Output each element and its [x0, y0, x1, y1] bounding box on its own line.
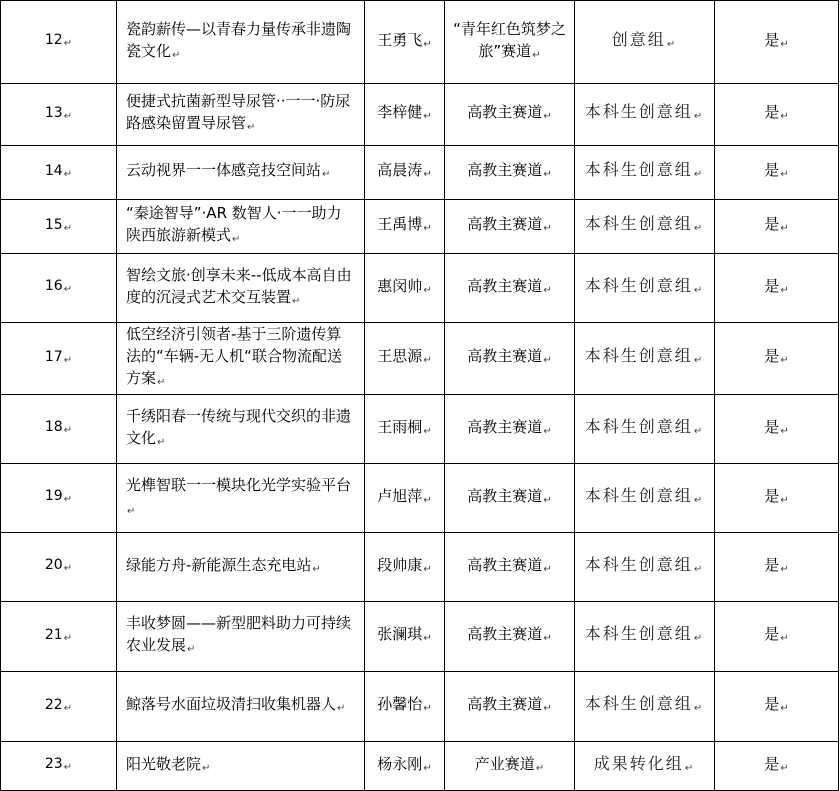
recommended-flag-cell: [715, 84, 839, 146]
paragraph-mark-icon: ↵: [127, 505, 136, 517]
paragraph-mark-icon: ↵: [693, 284, 705, 296]
paragraph-mark-icon: ↵: [693, 169, 705, 180]
project-title: 光榫智联一一模块化光学实验平台: [126, 475, 352, 494]
competition-track-cell: [445, 84, 575, 146]
recommended-flag-cell: [715, 742, 839, 791]
paragraph-mark-icon: ↵: [532, 49, 541, 61]
paragraph-mark-icon: ↵: [172, 49, 181, 61]
paragraph-mark-icon: ↵: [202, 762, 211, 774]
competition-track: 高教主赛道: [467, 215, 543, 233]
paragraph-mark-icon: ↵: [693, 223, 705, 234]
competition-group: 本科生创意组: [584, 694, 693, 713]
table-row: [1, 533, 839, 602]
paragraph-mark-icon: ↵: [423, 425, 432, 437]
paragraph-mark-icon: ↵: [292, 295, 301, 307]
project-leader-cell: [365, 84, 445, 146]
competition-track: 高教主赛道: [467, 103, 543, 121]
competition-group: 本科生创意组: [584, 554, 693, 574]
row-number-cell: [1, 602, 117, 672]
paragraph-mark-icon: ↵: [684, 762, 696, 774]
table-row: [1, 602, 839, 672]
project-title-cell: [117, 602, 365, 672]
paragraph-mark-icon: ↵: [543, 425, 552, 437]
recommended-flag: 是: [764, 754, 780, 773]
project-leader-cell: [365, 1, 445, 84]
paragraph-mark-icon: ↵: [693, 563, 705, 575]
competition-group: 本科生创意组: [584, 160, 693, 179]
project-title-cell: [117, 254, 365, 323]
project-title-cell: [117, 146, 365, 200]
project-leader: 卢旭萍: [377, 486, 423, 505]
paragraph-mark-icon: ↵: [543, 223, 552, 234]
recommended-flag: 是: [764, 486, 780, 505]
paragraph-mark-icon: ↵: [535, 762, 545, 774]
paragraph-mark-icon: ↵: [157, 377, 166, 388]
project-leader: 张澜琪: [377, 625, 423, 643]
recommended-flag: 是: [764, 276, 780, 295]
competition-track: 高教主赛道: [467, 417, 543, 436]
competition-track-cell: [445, 146, 575, 200]
project-leader-cell: [365, 146, 445, 200]
competition-track: 高教主赛道: [467, 347, 543, 365]
paragraph-mark-icon: ↵: [543, 633, 552, 644]
project-title-cell: [117, 200, 365, 254]
recommended-flag-cell: [715, 323, 839, 395]
paragraph-mark-icon: ↵: [63, 168, 73, 180]
recommended-flag-cell: [715, 395, 839, 464]
recommended-flag-cell: [715, 200, 839, 254]
row-number-cell: [1, 533, 117, 602]
paragraph-mark-icon: ↵: [423, 355, 432, 366]
row-number-cell: [1, 464, 117, 533]
paragraph-mark-icon: ↵: [423, 703, 432, 714]
project-leader: 杨永刚: [377, 754, 423, 773]
competition-group: 本科生创意组: [584, 416, 693, 436]
project-title: “秦途智导”·AR 数智人·一一助力陕西旅游新模式: [126, 204, 342, 244]
project-leader: 王雨桐: [377, 417, 423, 436]
competition-group: 本科生创意组: [584, 485, 693, 505]
paragraph-mark-icon: ↵: [693, 111, 705, 122]
paragraph-mark-icon: ↵: [63, 563, 73, 574]
project-leader-cell: [365, 533, 445, 602]
competition-track-cell: [445, 464, 575, 533]
competition-track-cell: [445, 254, 575, 323]
paragraph-mark-icon: ↵: [780, 703, 789, 714]
paragraph-mark-icon: ↵: [423, 633, 432, 644]
competition-group-cell: [575, 1, 715, 84]
competition-group-cell: [575, 602, 715, 672]
recommended-flag-cell: [715, 146, 839, 200]
project-leader: 王勇飞: [377, 30, 423, 49]
paragraph-mark-icon: ↵: [543, 563, 552, 575]
paragraph-mark-icon: ↵: [543, 494, 552, 506]
table-row: [1, 1, 839, 84]
row-number-cell: [1, 672, 117, 742]
project-leader-cell: [365, 602, 445, 672]
project-leader: 段帅康: [377, 555, 423, 574]
paragraph-mark-icon: ↵: [423, 38, 432, 50]
row-number: 20: [44, 557, 63, 573]
competition-track-cell: [445, 742, 575, 791]
paragraph-mark-icon: ↵: [780, 355, 789, 366]
table-row: [1, 742, 839, 791]
paragraph-mark-icon: ↵: [543, 284, 552, 296]
competition-group: 本科生创意组: [584, 624, 693, 643]
table-row: [1, 254, 839, 323]
table-row: [1, 323, 839, 395]
paragraph-mark-icon: ↵: [157, 436, 166, 448]
paragraph-mark-icon: ↵: [693, 494, 705, 506]
paragraph-mark-icon: ↵: [780, 762, 789, 774]
project-title-cell: [117, 84, 365, 146]
project-table-body: [1, 1, 839, 791]
project-title: 智绘文旅·创享未来--低成本高自由度的沉浸式艺术交互装置: [126, 265, 352, 306]
paragraph-mark-icon: ↵: [187, 644, 196, 655]
competition-group-cell: [575, 254, 715, 323]
competition-group: 本科生创意组: [584, 214, 693, 233]
paragraph-mark-icon: ↵: [423, 762, 432, 774]
paragraph-mark-icon: ↵: [63, 494, 73, 505]
project-leader: 王思源: [377, 347, 423, 365]
competition-group: 本科生创意组: [584, 346, 693, 365]
row-number: 16: [44, 278, 63, 294]
row-number: 13: [44, 104, 63, 121]
project-title-cell: [117, 1, 365, 84]
competition-group-cell: [575, 200, 715, 254]
paragraph-mark-icon: ↵: [63, 284, 73, 295]
competition-group-cell: [575, 84, 715, 146]
recommended-flag-cell: [715, 1, 839, 84]
table-row: [1, 672, 839, 742]
paragraph-mark-icon: ↵: [780, 223, 789, 234]
project-leader-cell: [365, 200, 445, 254]
competition-track: 高教主赛道: [467, 276, 543, 295]
competition-group-cell: [575, 395, 715, 464]
project-leader-cell: [365, 323, 445, 395]
row-number: 17: [44, 348, 63, 365]
competition-group: 本科生创意组: [584, 275, 693, 295]
competition-group-cell: [575, 533, 715, 602]
recommended-flag: 是: [764, 215, 780, 233]
row-number: 12: [44, 32, 63, 48]
recommended-flag-cell: [715, 602, 839, 672]
competition-track: 高教主赛道: [467, 486, 543, 505]
paragraph-mark-icon: ↵: [780, 111, 789, 122]
paragraph-mark-icon: ↵: [423, 494, 432, 506]
recommended-flag: 是: [764, 555, 780, 574]
competition-track-cell: [445, 672, 575, 742]
paragraph-mark-icon: ↵: [63, 762, 73, 773]
paragraph-mark-icon: ↵: [63, 222, 73, 234]
paragraph-mark-icon: ↵: [423, 169, 432, 180]
project-leader-cell: [365, 254, 445, 323]
project-title-cell: [117, 323, 365, 395]
competition-track-cell: [445, 200, 575, 254]
paragraph-mark-icon: ↵: [63, 354, 73, 366]
paragraph-mark-icon: ↵: [63, 110, 73, 122]
project-leader: 李梓健: [377, 103, 423, 121]
table-row: [1, 464, 839, 533]
project-title-cell: [117, 395, 365, 464]
project-title: 鲸落号水面垃圾清扫收集机器人: [126, 695, 337, 713]
competition-track: 高教主赛道: [467, 161, 543, 179]
table-row: [1, 200, 839, 254]
paragraph-mark-icon: ↵: [780, 425, 789, 437]
paragraph-mark-icon: ↵: [693, 703, 705, 714]
row-number: 15: [44, 216, 63, 233]
competition-group-cell: [575, 742, 715, 791]
paragraph-mark-icon: ↵: [63, 702, 73, 714]
competition-track: “青年红色筑梦之旅”赛道: [453, 19, 566, 60]
paragraph-mark-icon: ↵: [63, 38, 73, 49]
project-leader-cell: [365, 742, 445, 791]
project-title: 阳光敬老院: [126, 754, 202, 773]
row-number-cell: [1, 742, 117, 791]
row-number: 23: [44, 756, 63, 772]
paragraph-mark-icon: ↵: [423, 111, 432, 122]
project-title: 绿能方舟-新能源生态充电站: [126, 555, 312, 574]
project-title: 云动视界一一体感竞技空间站: [126, 161, 322, 179]
row-number: 14: [44, 162, 63, 179]
project-title-cell: [117, 464, 365, 533]
recommended-flag: 是: [764, 625, 780, 643]
competition-group-cell: [575, 672, 715, 742]
paragraph-mark-icon: ↵: [423, 563, 432, 575]
recommended-flag: 是: [764, 103, 780, 121]
row-number-cell: [1, 323, 117, 395]
project-leader-cell: [365, 672, 445, 742]
row-number-cell: [1, 254, 117, 323]
paragraph-mark-icon: ↵: [693, 355, 705, 366]
paragraph-mark-icon: ↵: [63, 632, 73, 644]
row-number: 19: [44, 488, 63, 504]
recommended-flag: 是: [764, 30, 780, 49]
recommended-flag: 是: [764, 695, 780, 713]
recommended-flag-cell: [715, 672, 839, 742]
recommended-flag: 是: [764, 161, 780, 179]
paragraph-mark-icon: ↵: [312, 563, 321, 575]
row-number: 18: [44, 419, 63, 435]
paragraph-mark-icon: ↵: [543, 703, 552, 714]
paragraph-mark-icon: ↵: [780, 169, 789, 180]
project-title-cell: [117, 742, 365, 791]
competition-track-cell: [445, 602, 575, 672]
row-number-cell: [1, 1, 117, 84]
row-number: 22: [44, 696, 63, 713]
competition-track: 高教主赛道: [467, 695, 543, 713]
table-row: [1, 395, 839, 464]
competition-track: 高教主赛道: [467, 625, 543, 643]
competition-track: 高教主赛道: [467, 555, 543, 574]
competition-group: 本科生创意组: [584, 102, 693, 121]
paragraph-mark-icon: ↵: [780, 633, 789, 644]
competition-group: 成果转化组: [593, 753, 684, 773]
competition-track-cell: [445, 533, 575, 602]
project-leader-cell: [365, 464, 445, 533]
project-leader: 孙馨怡: [377, 695, 423, 713]
row-number-cell: [1, 84, 117, 146]
project-title: 丰收梦圆——新型肥料助力可持续农业发展: [126, 614, 352, 654]
paragraph-mark-icon: ↵: [337, 703, 346, 714]
project-leader-cell: [365, 395, 445, 464]
project-title: 低空经济引领者-基于三阶遗传算法的“车辆-无人机“联合物流配送方案: [126, 325, 342, 387]
competition-group-cell: [575, 464, 715, 533]
paragraph-mark-icon: ↵: [232, 234, 241, 245]
paragraph-mark-icon: ↵: [247, 122, 256, 133]
row-number: 21: [44, 626, 63, 643]
project-title: 千绣阳春一传统与现代交织的非遗文化: [126, 406, 352, 447]
table-row: [1, 84, 839, 146]
paragraph-mark-icon: ↵: [543, 111, 552, 122]
project-title: 便捷式抗菌新型导尿管··一一·防尿路感染留置导尿管: [126, 92, 351, 132]
row-number-cell: [1, 146, 117, 200]
competition-group-cell: [575, 323, 715, 395]
paragraph-mark-icon: ↵: [543, 355, 552, 366]
project-leader: 王禹博: [377, 215, 423, 233]
project-title-cell: [117, 672, 365, 742]
row-number-cell: [1, 395, 117, 464]
paragraph-mark-icon: ↵: [693, 633, 705, 644]
competition-group-cell: [575, 146, 715, 200]
project-title-cell: [117, 533, 365, 602]
competition-track-cell: [445, 395, 575, 464]
paragraph-mark-icon: ↵: [322, 169, 331, 180]
paragraph-mark-icon: ↵: [666, 38, 678, 50]
recommended-flag-cell: [715, 464, 839, 533]
paragraph-mark-icon: ↵: [780, 563, 789, 575]
recommended-flag: 是: [764, 417, 780, 436]
recommended-flag: 是: [764, 347, 780, 365]
paragraph-mark-icon: ↵: [693, 425, 705, 437]
competition-track-cell: [445, 1, 575, 84]
project-leader: 高晨涛: [377, 161, 423, 179]
paragraph-mark-icon: ↵: [543, 169, 552, 180]
competition-group: 创意组: [611, 29, 666, 49]
paragraph-mark-icon: ↵: [423, 284, 432, 296]
recommended-flag-cell: [715, 533, 839, 602]
competition-track-cell: [445, 323, 575, 395]
table-row: [1, 146, 839, 200]
competition-track: 产业赛道: [474, 754, 535, 773]
paragraph-mark-icon: ↵: [780, 494, 789, 506]
paragraph-mark-icon: ↵: [63, 425, 73, 436]
row-number-cell: [1, 200, 117, 254]
paragraph-mark-icon: ↵: [423, 223, 432, 234]
project-leader: 惠闵帅: [377, 276, 423, 295]
project-title: 瓷韵薪传—以青春力量传承非遗陶瓷文化: [126, 19, 352, 60]
paragraph-mark-icon: ↵: [780, 38, 789, 50]
recommended-flag-cell: [715, 254, 839, 323]
paragraph-mark-icon: ↵: [780, 284, 789, 296]
